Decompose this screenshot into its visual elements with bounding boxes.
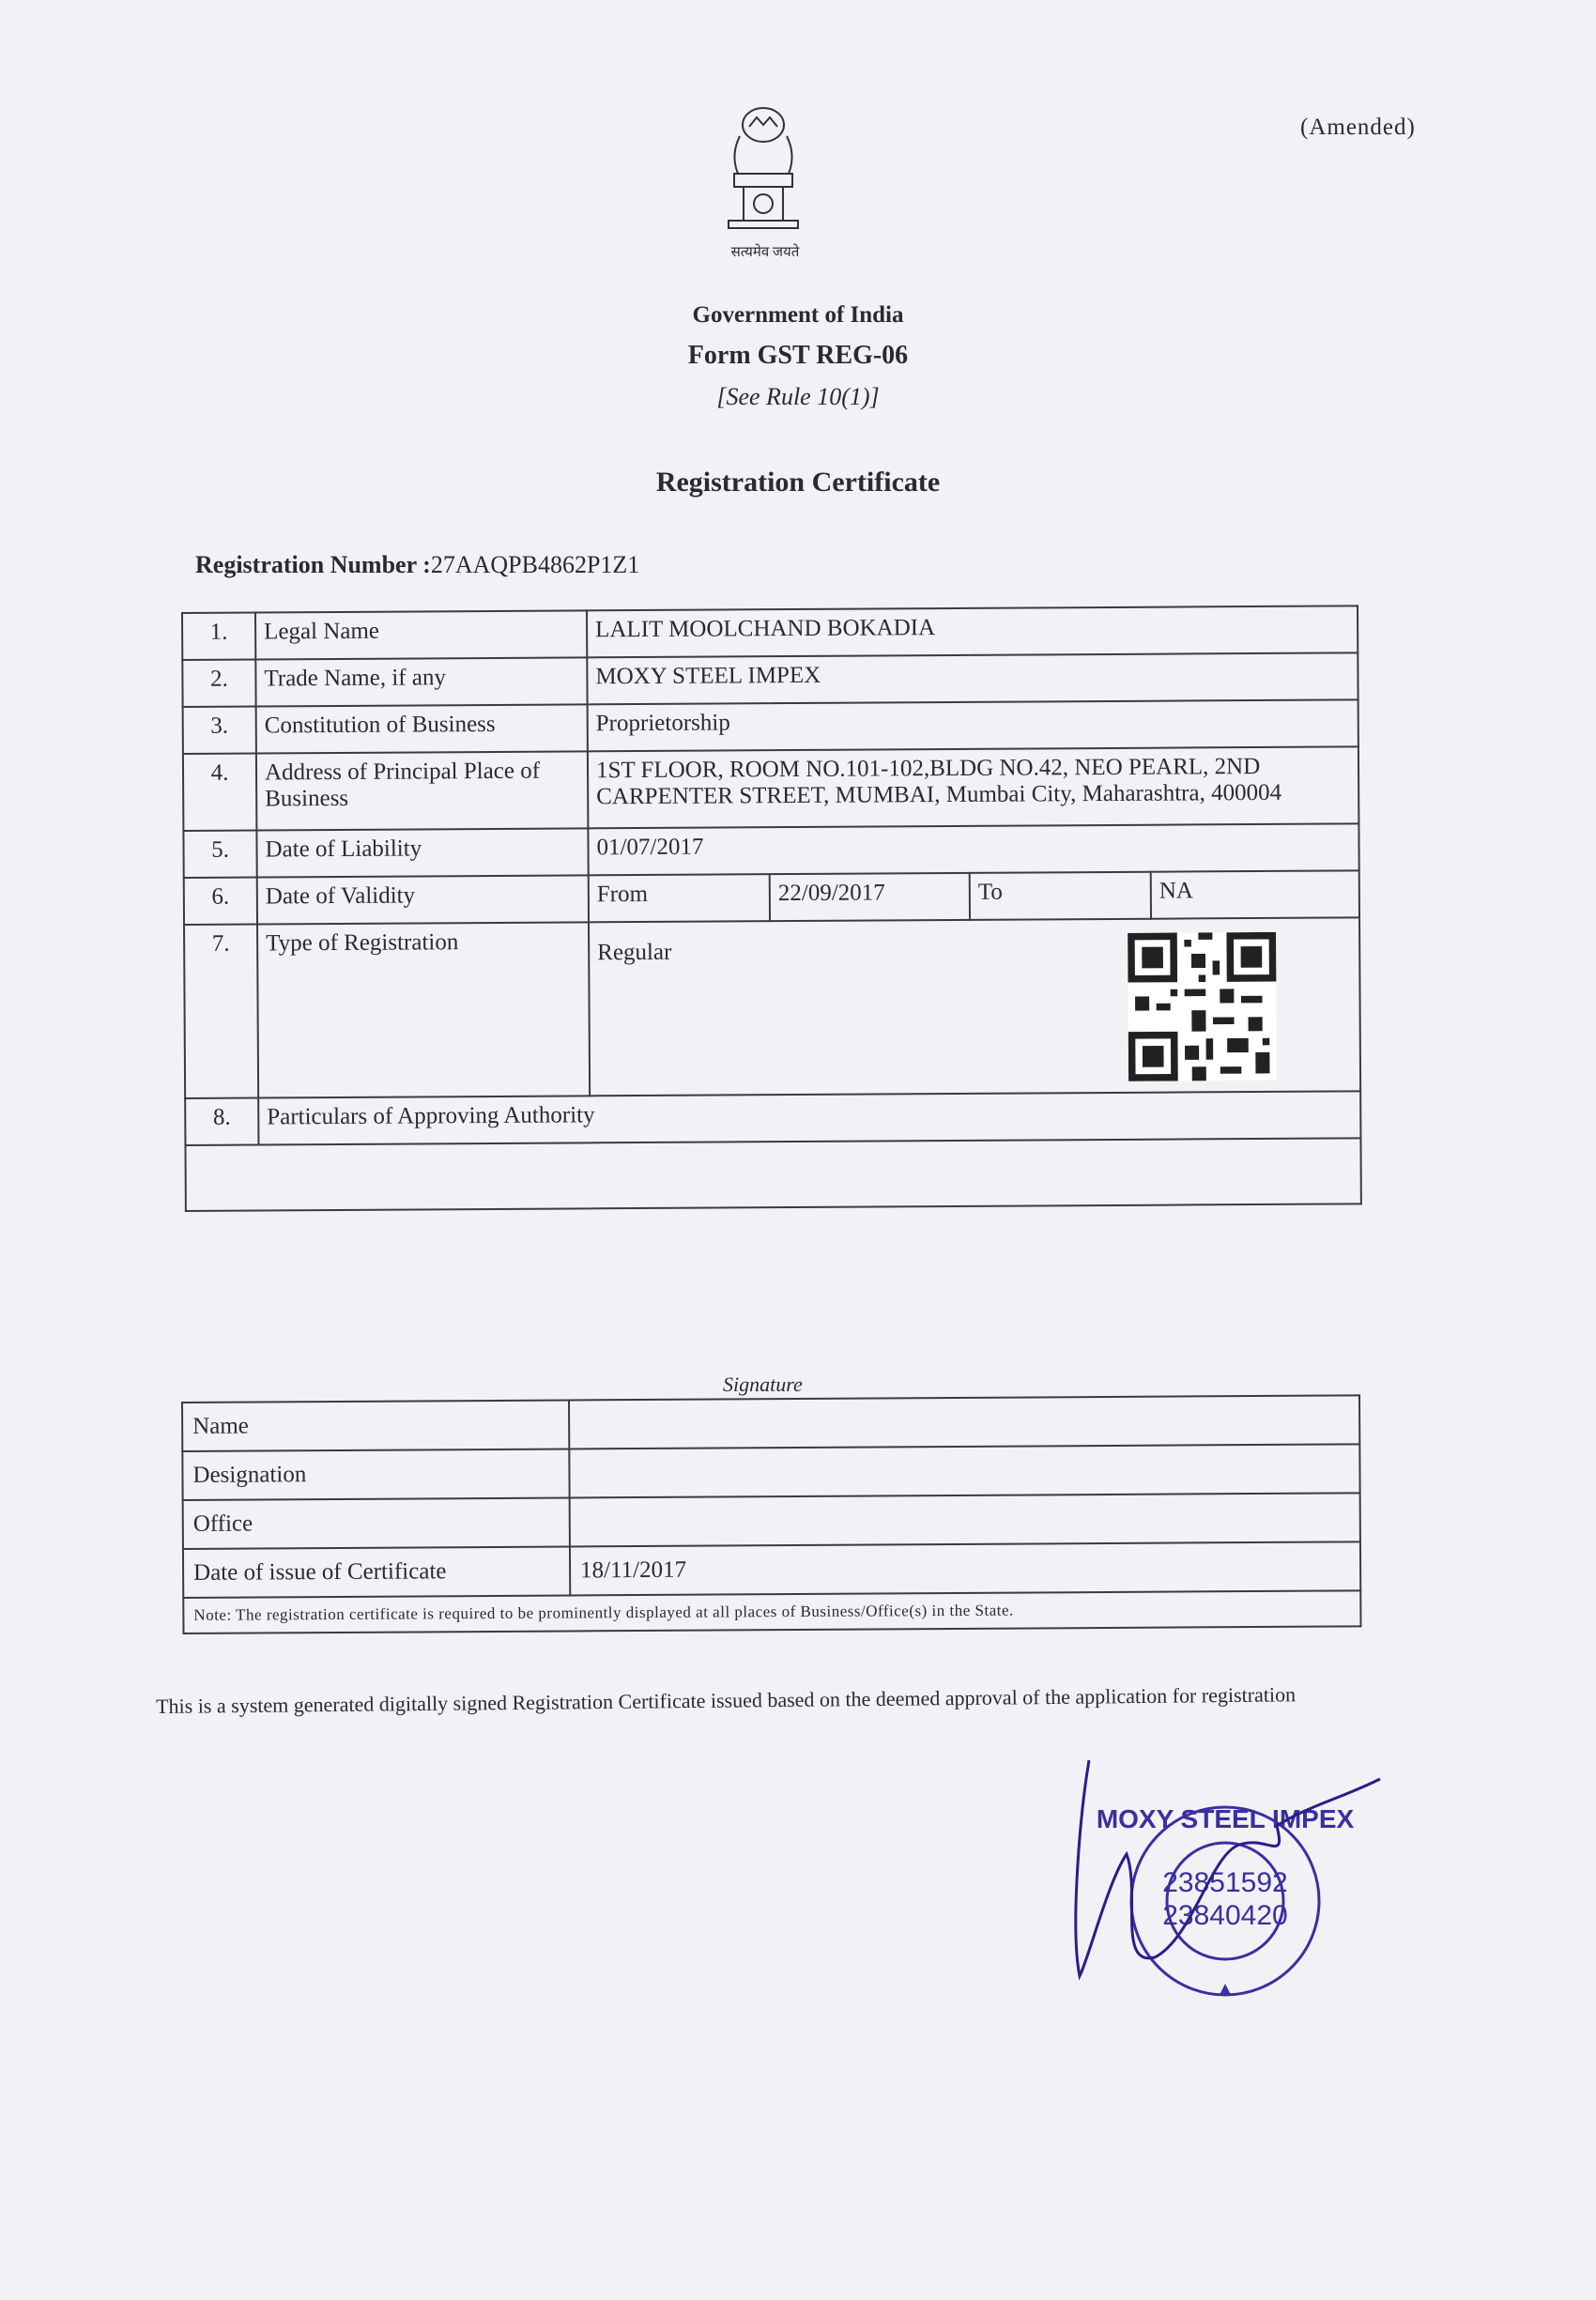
- authority-label: Name: [182, 1400, 569, 1451]
- row-label: Address of Principal Place of Business: [256, 751, 588, 830]
- authority-table: [181, 1394, 1361, 1634]
- row-label: Date of Liability: [256, 828, 588, 877]
- table-row: [183, 1590, 1360, 1633]
- authority-value: [569, 1444, 1359, 1497]
- registration-type-cell: [589, 917, 1360, 1096]
- national-emblem-icon: [712, 99, 815, 239]
- constitution-value: Proprietorship: [588, 699, 1358, 751]
- authority-label: Designation: [182, 1449, 569, 1500]
- stamp-phone-1: 23851592: [1162, 1867, 1288, 1898]
- emblem-motto: सत्यमेव जयते: [730, 245, 800, 260]
- table-row: [182, 652, 1358, 707]
- row-number: 6.: [184, 878, 257, 925]
- validity-to-label: To: [970, 872, 1151, 920]
- table-row: [185, 1138, 1360, 1211]
- table-row: [183, 823, 1358, 878]
- table-row: [182, 1444, 1359, 1500]
- table-row: [182, 1395, 1359, 1451]
- row-number: 4.: [183, 754, 256, 831]
- qr-code-icon: [1128, 932, 1277, 1081]
- certificate-title: Registration Certificate: [655, 467, 941, 498]
- authority-label: Office: [183, 1497, 570, 1549]
- row-label: Trade Name, if any: [255, 657, 587, 706]
- validity-from-value: 22/09/2017: [770, 873, 970, 921]
- row-number: 3.: [183, 707, 256, 754]
- table-row: [185, 1091, 1360, 1145]
- row-number: 8.: [185, 1098, 258, 1145]
- company-stamp-icon: [1051, 1741, 1399, 2014]
- signature-label: Signature: [723, 1372, 803, 1396]
- registration-number: [195, 551, 639, 579]
- approving-authority-label: Particulars of Approving Authority: [258, 1091, 1360, 1144]
- address-value: 1ST FLOOR, ROOM NO.101-102,BLDG NO.42, NEO PEARL, 2ND CARPENTER STREET, MUMBAI, Mumbai City, Maharashtra, 400004: [588, 746, 1358, 828]
- row-label: Date of Validity: [257, 875, 589, 924]
- registration-number-label: Registration Number :: [195, 551, 431, 578]
- trade-name-value: MOXY STEEL IMPEX: [587, 652, 1358, 704]
- table-row: [183, 746, 1358, 831]
- authority-label: Date of issue of Certificate: [183, 1546, 570, 1598]
- table-row: [182, 606, 1358, 660]
- government-heading: Government of India: [692, 302, 904, 328]
- row-label: Type of Registration: [257, 922, 590, 1097]
- row-number: 1.: [182, 613, 255, 660]
- stamp-company-name: MOXY STEEL IMPEX: [1096, 1804, 1355, 1833]
- display-note: Note: The registration certificate is required to be prominently displayed at all places of Business/Office(s) in the State.: [183, 1590, 1360, 1633]
- authority-value: [570, 1493, 1360, 1546]
- table-row: [183, 699, 1358, 754]
- table-row: [183, 1541, 1360, 1598]
- row-label: Legal Name: [255, 610, 587, 659]
- date-of-liability-value: 01/07/2017: [588, 823, 1358, 875]
- row-label: Constitution of Business: [256, 704, 588, 753]
- row-number: 2.: [182, 660, 255, 707]
- rule-reference: [See Rule 10(1)]: [716, 383, 880, 410]
- approving-authority-blank: [185, 1138, 1360, 1211]
- table-row: [184, 917, 1360, 1098]
- registration-number-value: 27AAQPB4862P1Z1: [430, 551, 640, 578]
- validity-to-value: NA: [1151, 870, 1359, 918]
- stamp-phone-2: 23840420: [1162, 1900, 1288, 1931]
- legal-name-value: LALIT MOOLCHAND BOKADIA: [587, 606, 1358, 657]
- row-number: 5.: [183, 831, 256, 878]
- amended-label: (Amended): [1300, 115, 1416, 140]
- registration-type-value: Regular: [597, 939, 672, 966]
- table-row: [183, 1493, 1360, 1549]
- registration-details-table: [181, 605, 1362, 1212]
- validity-from-label: From: [589, 874, 770, 922]
- row-number: 7.: [184, 925, 258, 1098]
- form-heading: Form GST REG-06: [687, 341, 909, 370]
- authority-value: [569, 1395, 1359, 1449]
- issue-date-value: 18/11/2017: [570, 1541, 1360, 1595]
- table-row: [184, 870, 1359, 925]
- system-generated-footer: This is a system generated digitally signed Registration Certificate issued based on the deemed approval of the application for registration: [156, 1682, 1297, 1718]
